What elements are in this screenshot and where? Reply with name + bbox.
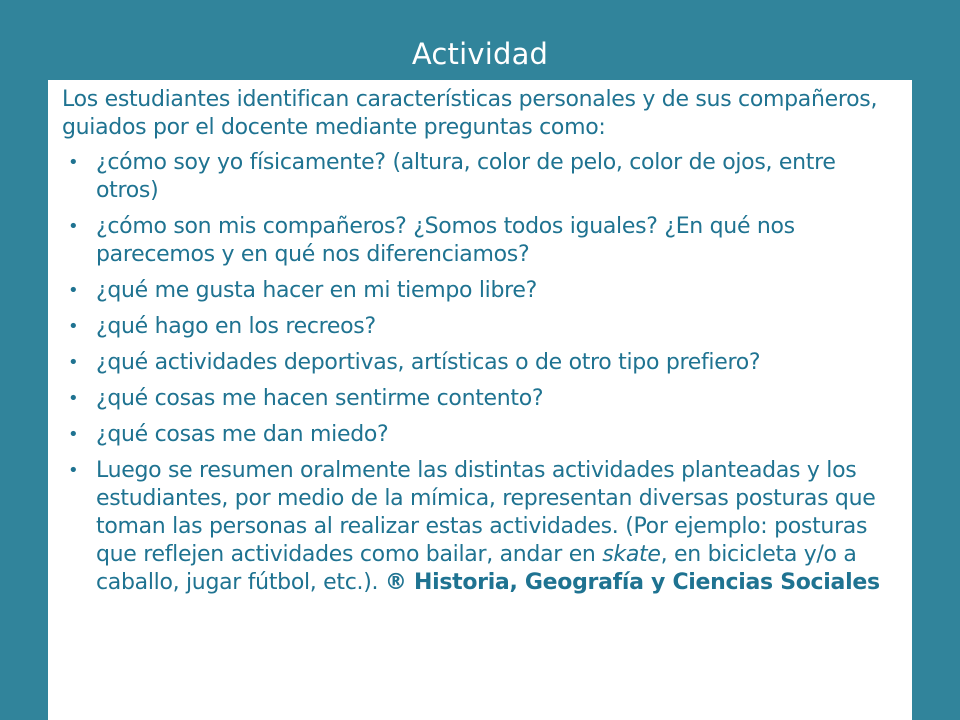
bullet-icon: • (68, 316, 79, 337)
list-item (62, 277, 898, 305)
list-item (62, 213, 898, 269)
list-item (62, 149, 898, 205)
slide-title: Actividad (411, 37, 549, 71)
bullet-icon: • (68, 216, 79, 237)
skate-word: skate (602, 542, 661, 567)
list-item-text: ¿qué hago en los recreos? (96, 314, 376, 339)
intro-paragraph: Los estudiantes identifican características personales y de sus compañeros, guiados por el docente mediante preguntas como: (62, 87, 878, 140)
list-item-text: ¿cómo soy yo físicamente? (altura, color de pelo, color de ojos, entre otros) (96, 150, 836, 203)
bullet-icon: • (68, 424, 79, 445)
list-item-summary (62, 457, 898, 597)
content-box (48, 80, 912, 720)
summary-text-after: , en bicicleta y/o a caballo, jugar fútbol, etc.). (96, 542, 857, 595)
question-list (62, 149, 898, 597)
bullet-icon: • (68, 460, 79, 481)
list-item (62, 313, 898, 341)
list-item-text: ¿cómo son mis compañeros? ¿Somos todos iguales? ¿En qué nos parecemos y en qué nos diferenciamos? (96, 214, 795, 267)
list-item-text: ¿qué actividades deportivas, artísticas o de otro tipo prefiero? (96, 350, 761, 375)
list-item (62, 421, 898, 449)
summary-text-before: Luego se resumen oralmente las distintas actividades planteadas y los estudiantes, por medio de la mímica, representan diversas posturas que toman las personas al realizar estas actividades. (Por ejemplo: posturas que reflejen actividades como bailar, andar en (96, 458, 876, 567)
bullet-icon: • (68, 388, 79, 409)
bullet-icon: • (68, 352, 79, 373)
bullet-icon: • (68, 280, 79, 301)
list-item-text: ¿qué me gusta hacer en mi tiempo libre? (96, 278, 538, 303)
list-item (62, 349, 898, 377)
bullet-icon: • (68, 152, 79, 173)
subject-reference: ® Historia, Geografía y Ciencias Sociales (384, 570, 880, 595)
list-item (62, 385, 898, 413)
list-item-text: ¿qué cosas me dan miedo? (96, 422, 389, 447)
list-item-text: ¿qué cosas me hacen sentirme contento? (96, 386, 544, 411)
